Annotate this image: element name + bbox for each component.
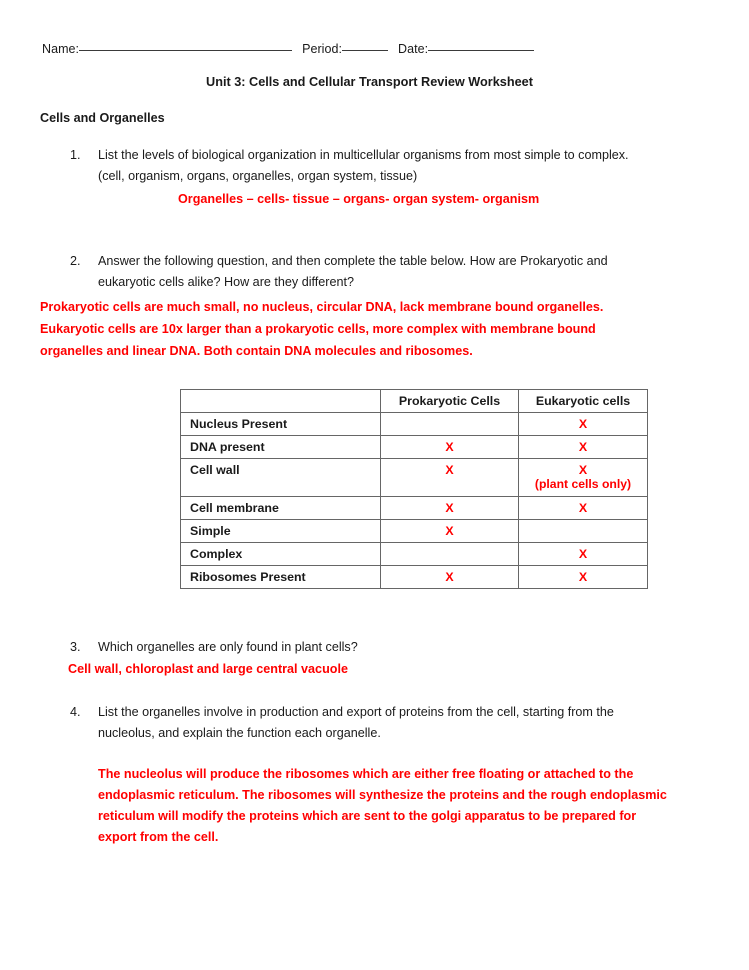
cell-prokaryotic [381,543,519,566]
cell-eukaryotic-mark: X [578,463,588,477]
student-info-line [42,40,705,58]
row-label: Nucleus Present [181,413,381,436]
question-4-line-1: List the organelles involve in production and export of proteins from the cell, starting from the [98,705,614,719]
table-body [181,413,648,589]
question-3-number: 3. [70,640,81,654]
row-label: Cell membrane [181,497,381,520]
cell-eukaryotic: X [519,566,648,589]
table-row [181,436,648,459]
cell-eukaryotic: X [519,413,648,436]
cell-prokaryotic: X [381,520,519,543]
name-label: Name: [42,42,80,56]
row-label: Simple [181,520,381,543]
cell-eukaryotic [519,520,648,543]
answer-3: Cell wall, chloroplast and large central vacuole [68,662,348,676]
answer-4: The nucleolus will produce the ribosomes which are either free floating or attached to the endoplasmic reticulum. The ribosomes will synthesize the proteins and the rough endoplasmic reticulum will modify the proteins which are sent to the golgi apparatus to be prepared for export from the cell. [98,767,667,844]
cell-prokaryotic [381,413,519,436]
question-4-line-2: nucleolus, and explain the function each organelle. [98,726,381,740]
table-row [181,413,648,436]
row-label: Cell wall [181,459,381,497]
cell-prokaryotic: X [381,497,519,520]
table-header-eukaryotic: Eukaryotic cells [519,390,648,413]
cell-eukaryotic: X [519,436,648,459]
name-blank [79,50,292,51]
question-1 [40,145,705,187]
question-3-line-1: Which organelles are only found in plant cells? [98,640,358,654]
period-blank [342,50,388,51]
question-2-number: 2. [70,254,81,268]
question-1-line-2: (cell, organism, organs, organelles, organ system, tissue) [98,169,418,183]
cell-eukaryotic [519,459,648,497]
table-row [181,520,648,543]
cell-eukaryotic-note: (plant cells only) [534,477,632,491]
table-header-prokaryotic: Prokaryotic Cells [381,390,519,413]
table-row [181,543,648,566]
question-1-line-1: List the levels of biological organization in multicellular organisms from most simple to complex. [98,148,629,162]
cell-prokaryotic: X [381,566,519,589]
answer-2: Prokaryotic cells are much small, no nucleus, circular DNA, lack membrane bound organelles. Eukaryotic cells are 10x larger than a prokaryotic cells, more complex with membrane bound organelles and linear DNA. Both contain DNA molecules and ribosomes. [40,300,604,358]
page-title: Unit 3: Cells and Cellular Transport Review Worksheet [206,75,533,89]
cell-eukaryotic: X [519,543,648,566]
table-row [181,566,648,589]
table-row [181,497,648,520]
date-blank [428,50,534,51]
question-3 [40,637,705,658]
date-label: Date: [398,42,429,56]
section-heading: Cells and Organelles [40,111,165,125]
question-4-number: 4. [70,705,81,719]
row-label: DNA present [181,436,381,459]
row-label: Ribosomes Present [181,566,381,589]
table-header-blank [181,390,381,413]
prokaryotic-eukaryotic-table [180,389,648,589]
cell-eukaryotic: X [519,497,648,520]
question-2 [40,251,705,293]
period-label: Period: [302,42,343,56]
question-2-line-2: eukaryotic cells alike? How are they different? [98,275,354,289]
question-1-number: 1. [70,148,81,162]
row-label: Complex [181,543,381,566]
cell-prokaryotic: X [381,436,519,459]
question-2-line-1: Answer the following question, and then complete the table below. How are Prokaryotic and [98,254,608,268]
answer-1: Organelles – cells- tissue – organs- organ system- organism [178,192,540,206]
table-row [181,459,648,497]
table-header-row [181,390,648,413]
cell-prokaryotic: X [381,459,519,497]
comparison-table-wrapper [180,389,647,589]
question-4 [40,702,705,744]
